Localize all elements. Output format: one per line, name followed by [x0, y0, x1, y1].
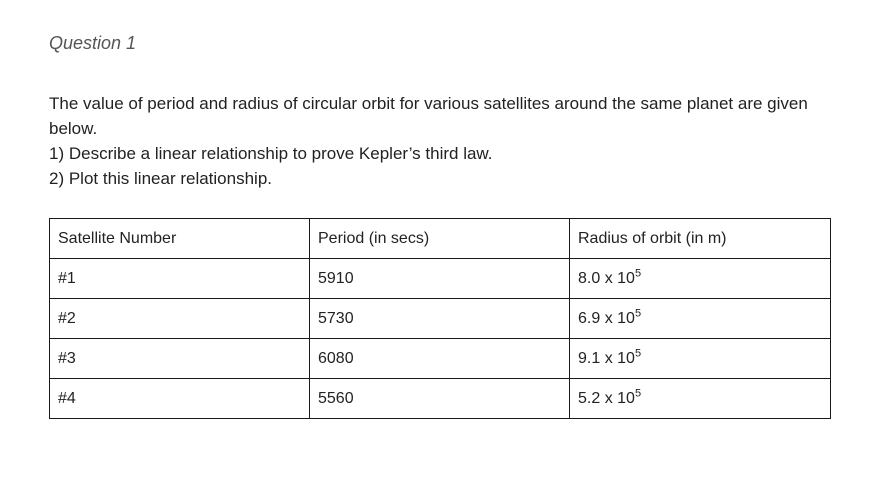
cell-period: 5730	[310, 299, 570, 339]
header-radius: Radius of orbit (in m)	[570, 219, 831, 259]
cell-radius	[570, 379, 831, 419]
radius-mantissa: 6.9 x 10	[578, 309, 635, 327]
cell-radius	[570, 339, 831, 379]
question-heading: Question 1	[49, 33, 137, 53]
radius-exponent: 5	[634, 267, 642, 280]
table-row	[50, 299, 831, 339]
cell-radius	[570, 299, 831, 339]
table-row	[50, 259, 831, 299]
cell-satellite: #1	[50, 259, 310, 299]
cell-satellite: #2	[50, 299, 310, 339]
cell-radius	[570, 259, 831, 299]
cell-satellite: #3	[50, 339, 310, 379]
header-period: Period (in secs)	[310, 219, 570, 259]
radius-exponent: 5	[634, 307, 642, 320]
satellite-data-table	[49, 218, 831, 419]
radius-exponent: 5	[634, 347, 642, 360]
header-satellite-number: Satellite Number	[50, 219, 310, 259]
radius-mantissa: 8.0 x 10	[578, 269, 635, 287]
cell-period: 6080	[310, 339, 570, 379]
table-header-row	[50, 219, 831, 259]
radius-mantissa: 9.1 x 10	[578, 349, 635, 367]
table-row	[50, 339, 831, 379]
prompt-task-2: 2) Plot this linear relationship.	[49, 169, 273, 188]
radius-exponent: 5	[634, 387, 642, 400]
prompt-task-1: 1) Describe a linear relationship to prove Kepler’s third law.	[49, 144, 493, 163]
question-prompt	[49, 91, 839, 191]
cell-period: 5910	[310, 259, 570, 299]
cell-period: 5560	[310, 379, 570, 419]
table-row	[50, 379, 831, 419]
cell-satellite: #4	[50, 379, 310, 419]
prompt-intro: The value of period and radius of circular orbit for various satellites around the same planet are given below.	[49, 94, 808, 138]
radius-mantissa: 5.2 x 10	[578, 389, 635, 407]
